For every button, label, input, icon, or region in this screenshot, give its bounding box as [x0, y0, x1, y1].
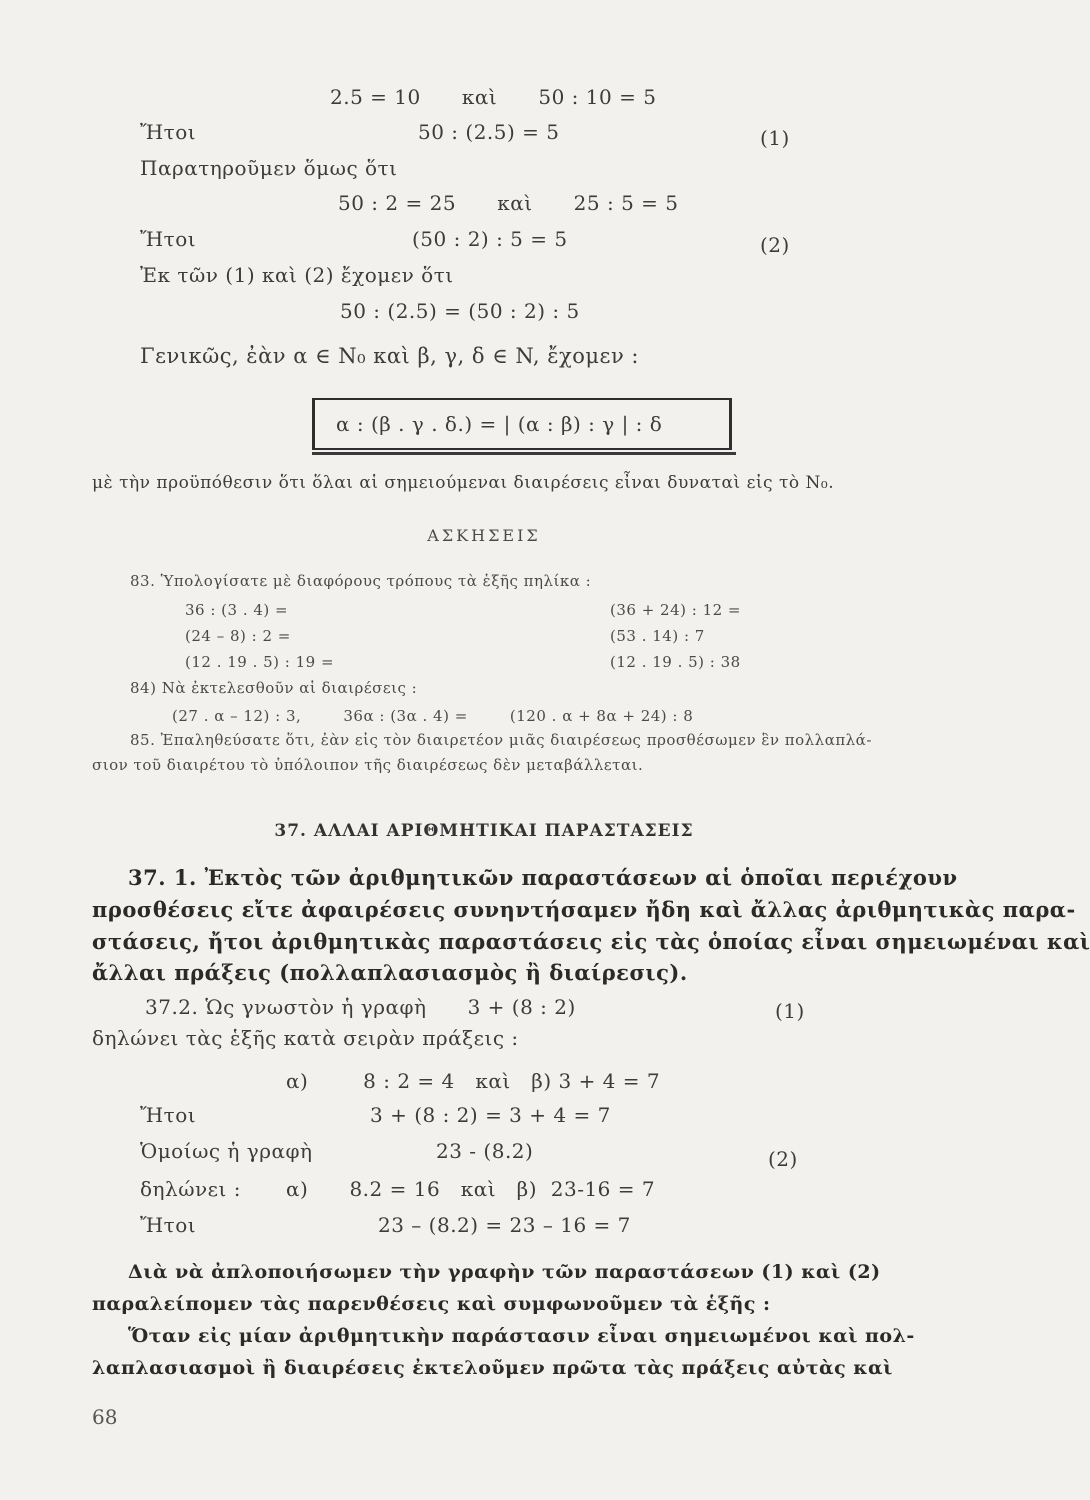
exercise-83: 83. Ὑπολογίσατε μὲ διαφόρους τρόπους τὰ ἑξῆς πηλίκα : — [130, 572, 592, 590]
exercise-item: (36 + 24) : 12 = — [610, 601, 741, 619]
exercise-item: 36 : (3 . 4) = — [185, 601, 289, 619]
section-heading: 37. ΑΛΛΑΙ ΑΡΙΘΜΗΤΙΚΑΙ ΠΑΡΑΣΤΑΣΕΙΣ — [274, 821, 694, 841]
equation-number: (2) — [768, 1147, 798, 1171]
exercise-85-cont: σιον τοῦ διαιρέτου τὸ ὑπόλοιπον τῆς διαιρέσεως δὲν μεταβάλλεται. — [92, 756, 644, 774]
text-line: μὲ τὴν προϋπόθεσιν ὅτι ὅλαι αἱ σημειούμεναι διαιρέσεις εἶναι δυναταὶ εἰς τὸ N₀. — [92, 473, 835, 493]
text-line: Γενικῶς, ἐὰν α ∈ N₀ καὶ β, γ, δ ∈ N, ἔχομεν : — [140, 344, 639, 368]
equation-line: (50 : 2) : 5 = 5 — [412, 227, 568, 251]
page-number: 68 — [92, 1405, 118, 1429]
exercise-item: (53 . 14) : 7 — [610, 627, 705, 645]
paragraph-line: ἄλλαι πράξεις (πολλαπλασιασμὸς ἢ διαίρεσις). — [92, 960, 688, 985]
equation-line: 23 - (8.2) — [436, 1139, 534, 1163]
boxed-formula-underline — [312, 452, 736, 455]
exercises-heading: ΑΣΚΗΣΕΙΣ — [427, 526, 541, 545]
exercise-85: 85. Ἐπαληθεύσατε ὅτι, ἐὰν εἰς τὸν διαιρετέον μιᾶς διαιρέσεως προσθέσωμεν ἓν πολλαπλά- — [130, 731, 872, 749]
text-line: δηλώνει : — [140, 1177, 241, 1201]
paragraph-line: παραλείπομεν τὰς παρενθέσεις καὶ συμφωνοῦμεν τὰ ἑξῆς : — [92, 1293, 771, 1315]
paragraph-line: 37.2. Ὡς γνωστὸν ἡ γραφὴ 3 + (8 : 2) — [145, 995, 576, 1019]
text-line: Ἤτοι — [140, 227, 197, 251]
exercise-84: 84) Νὰ ἐκτελεσθοῦν αἱ διαιρέσεις : — [130, 679, 418, 697]
equation-line: 2.5 = 10 καὶ 50 : 10 = 5 — [330, 85, 657, 109]
equation-number: (1) — [760, 126, 790, 150]
equation-number: (1) — [775, 999, 805, 1023]
paragraph-line: προσθέσεις εἴτε ἀφαιρέσεις συνηντήσαμεν ἤδη καὶ ἄλλας ἀριθμητικὰς παρα- — [92, 897, 1076, 922]
equation-line: α) 8.2 = 16 καὶ β) 23-16 = 7 — [286, 1177, 656, 1201]
equation-line: 50 : (2.5) = 5 — [418, 120, 560, 144]
paragraph-line: στάσεις, ἤτοι ἀριθμητικὰς παραστάσεις εἰς τὰς ὁποίας εἶναι σημειωμέναι καὶ — [92, 929, 1090, 954]
paragraph-line: Ὅταν εἰς μίαν ἀριθμητικὴν παράστασιν εἶναι σημειωμένοι καὶ πολ- — [128, 1325, 915, 1347]
text-line: Ἤτοι — [140, 1213, 197, 1237]
text-line: Ἤτοι — [140, 1103, 197, 1127]
paragraph-line: δηλώνει τὰς ἑξῆς κατὰ σειρὰν πράξεις : — [92, 1026, 519, 1050]
paragraph-line: 37. 1. Ἐκτὸς τῶν ἀριθμητικῶν παραστάσεων αἱ ὁποῖαι περιέχουν — [128, 865, 958, 890]
paragraph-line: Διὰ νὰ ἀπλοποιήσωμεν τὴν γραφὴν τῶν παραστάσεων (1) καὶ (2) — [128, 1261, 881, 1283]
equation-line: 50 : 2 = 25 καὶ 25 : 5 = 5 — [338, 191, 679, 215]
text-line: Παρατηροῦμεν ὅμως ὅτι — [140, 156, 398, 180]
equation-line: 23 – (8.2) = 23 – 16 = 7 — [378, 1213, 631, 1237]
exercise-item: (12 . 19 . 5) : 19 = — [185, 653, 335, 671]
equation-line: 50 : (2.5) = (50 : 2) : 5 — [340, 299, 580, 323]
text-line: Ἤτοι — [140, 120, 197, 144]
text-line: Ὁμοίως ἡ γραφὴ — [140, 1139, 313, 1163]
exercise-item: (24 – 8) : 2 = — [185, 627, 291, 645]
exercise-item: (27 . α – 12) : 3, 36α : (3α . 4) = (120 . α + 8α + 24) : 8 — [172, 707, 694, 725]
exercise-item: (12 . 19 . 5) : 38 — [610, 653, 741, 671]
paragraph-line: λαπλασιασμοὶ ἢ διαιρέσεις ἐκτελοῦμεν πρῶτα τὰς πράξεις αὐτὰς καὶ — [92, 1357, 893, 1379]
equation-line: α) 8 : 2 = 4 καὶ β) 3 + 4 = 7 — [286, 1069, 661, 1093]
text-line: Ἐκ τῶν (1) καὶ (2) ἔχομεν ὅτι — [140, 263, 454, 287]
equation-number: (2) — [760, 233, 790, 257]
boxed-formula-text: α : (β . γ . δ.) = | (α : β) : γ | : δ — [336, 412, 663, 436]
equation-line: 3 + (8 : 2) = 3 + 4 = 7 — [370, 1103, 611, 1127]
